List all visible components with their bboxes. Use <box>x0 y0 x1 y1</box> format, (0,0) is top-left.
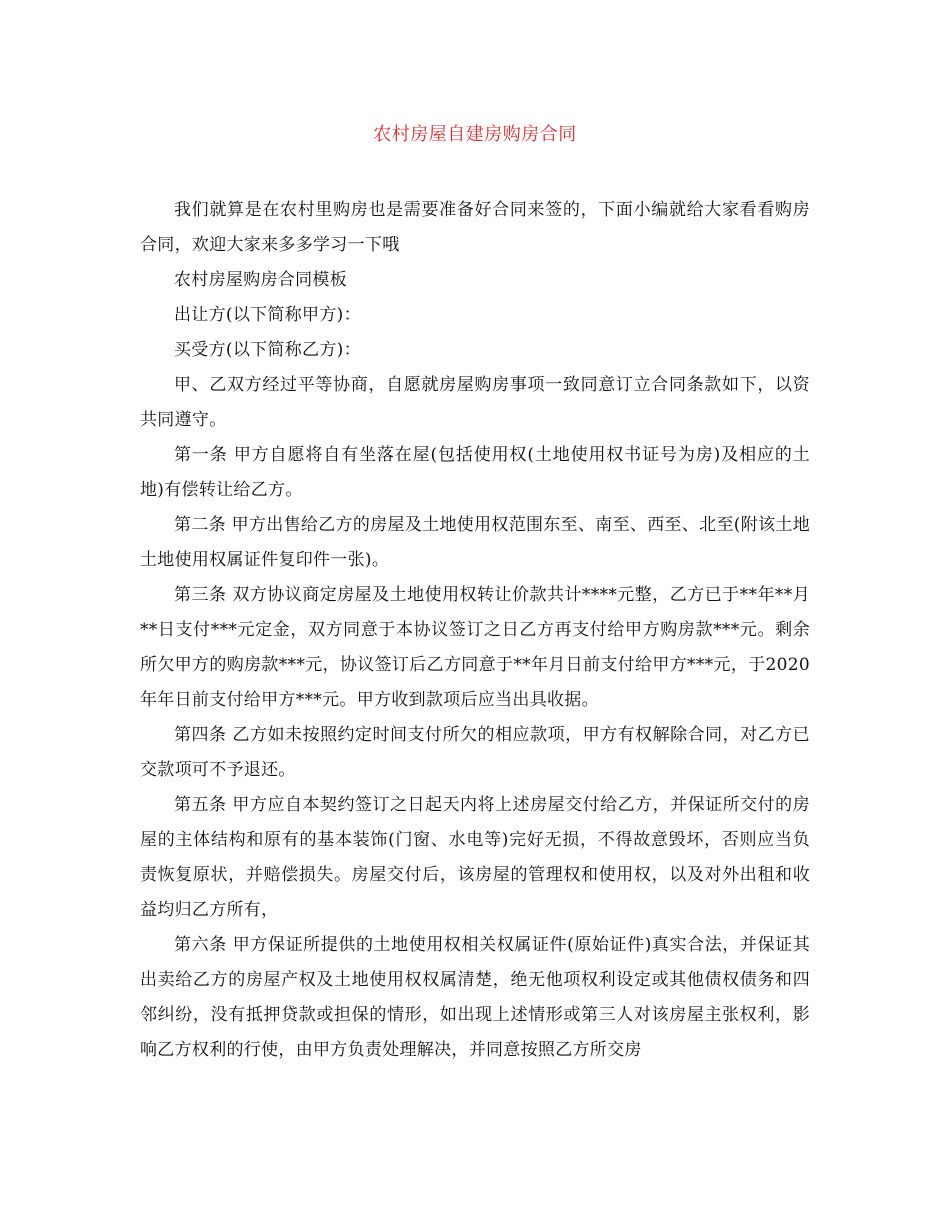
paragraph-article-6: 第六条 甲方保证所提供的土地使用权相关权属证件(原始证件)真实合法，并保证其出卖给乙方的房屋产权及土地使用权权属清楚，绝无他项权利设定或其他债权债务和四邻纠纷，没有抵押贷款或担保的情形，如出现上述情形或第三人对该房屋主张权利，影响乙方权利的行使，由甲方负责处理解决，并同意按照乙方所交房 <box>140 935 810 1060</box>
document-body <box>140 193 810 1068</box>
paragraph-template-heading: 农村房屋购房合同模板 <box>174 270 347 290</box>
paragraph-article-1: 第一条 甲方自愿将自有坐落在屋(包括使用权(土地使用权书证号为房)及相应的土地)有偿转让给乙方。 <box>140 445 810 500</box>
paragraph-article-3: 第三条 双方协议商定房屋及土地使用权转让价款共计****元整，乙方已于**年**月**日支付***元定金，双方同意于本协议签订之日乙方再支付给甲方购房款***元。剩余所欠甲方的购房款***元，协议签订后乙方同意于**年月日前支付给甲方***元，于2020年年日前支付给甲方***元。甲方收到款项后应当出具收据。 <box>140 585 810 710</box>
paragraph-article-5: 第五条 甲方应自本契约签订之日起天内将上述房屋交付给乙方，并保证所交付的房屋的主体结构和原有的基本装饰(门窗、水电等)完好无损，不得故意毁坏，否则应当负责恢复原状，并赔偿损失。房屋交付后，该房屋的管理权和使用权，以及对外出租和收益均归乙方所有， <box>140 795 810 920</box>
paragraph-article-2: 第二条 甲方出售给乙方的房屋及土地使用权范围东至、南至、西至、北至(附该土地土地使用权属证件复印件一张)。 <box>140 515 810 570</box>
paragraph-article-4: 第四条 乙方如未按照约定时间支付所欠的相应款项，甲方有权解除合同，对乙方已交款项可不予退还。 <box>140 725 810 780</box>
paragraph-buyer: 买受方(以下简称乙方)： <box>174 340 361 360</box>
paragraph-intro: 我们就算是在农村里购房也是需要准备好合同来签的，下面小编就给大家看看购房合同，欢迎大家来多多学习一下哦 <box>140 200 810 255</box>
paragraph-preamble: 甲、乙双方经过平等协商，自愿就房屋购房事项一致同意订立合同条款如下，以资共同遵守。 <box>140 375 810 430</box>
document-title: 农村房屋自建房购房合同 <box>373 124 577 145</box>
paragraph-seller: 出让方(以下简称甲方)： <box>174 305 361 325</box>
